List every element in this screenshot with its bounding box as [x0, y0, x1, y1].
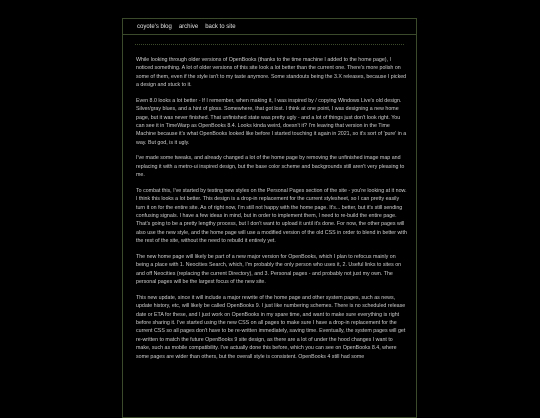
nav-link-back-to-site[interactable]: back to site	[205, 23, 236, 30]
post-paragraph: The new home page will likely be part of a new major version for OpenBooks, which I plan to refocus mainly on being a place with 1. Neocities Search, which, I'm probably the only person who uses it, 2. Useful links to sites on and off Neocities (replacing the current Directory), and 3. Personal pages - and probably not just my own. The personal pages will be the largest focus of the new site.	[136, 253, 402, 286]
nav-link-archive[interactable]: archive	[178, 23, 199, 30]
post-paragraph: To combat this, I've started by testing new styles on the Personal Pages section of the site - you're looking at it now. I think this looks a lot better. This design is a drop-in replacement for the current stylesheet, so I can pretty easily turn it on for the entire site. As of right now, I'm still not happy with the home page. It's... better, but it's still sending confusing signals. I have a few ideas in mind, but in order to implement them, I need to re-build the entire page. That's going to be a pretty lengthy process, but I don't want to upload it until it's done. For now, the other pages will also use the new style, and the home page will use a modified version of the old CSS in order to blend in better with the rest of the site, without the need to rebuild it entirely yet.	[136, 187, 407, 245]
post-paragraph: I've made some tweaks, and already changed a lot of the home page by removing the unfinished image map and replacing it with a metro-ui inspired design, but the base color scheme and backgrounds still aren't very pleasing to me.	[136, 155, 405, 179]
post-paragraph: While looking through older versions of OpenBooks (thanks to the time machine I added to the home page), I noticed something. A lot of older versions of this site look a lot better than the current one. There's more polish on some of them, even if the style isn't to my taste anymore. Some standouts being the 3.X releases, because I picked a design and stuck to it.	[136, 57, 407, 89]
divider	[135, 44, 404, 45]
nav-link-blog[interactable]: coyote's blog	[137, 23, 172, 30]
post-body	[136, 56, 408, 368]
post-paragraph: This new update, since it will include a major rewrite of the home page and other system pages, such as news, update history, etc, will likely be called OpenBooks 9. I just like numbering schemes. There is no scheduled release date or ETA for these, and I just work on OpenBooks in my spare time, and want to make sure everything is right before sharing it. I've started using the new CSS on all pages to make sure I have a drop-in replacement for the current CSS so all pages don't have to be re-written immediately, saving time. Eventually, the system pages will get re-written to match the future OpenBooks 9 site design, as there are a lot of under the hood changes I want to make, such as mobile compatibility. I've actually done this before, which you can see on OpenBooks 8.4, where some pages are wider than others, but the overall style is consistent. OpenBooks 4 still had some	[136, 294, 406, 360]
post-paragraph: Even 8.0 looks a lot better - If I remember, when making it, I was inspired by / copying Windows Live's old design. Silver/gray blues, and a hint of gloss. Somewhere, that got lost. I think at one point, I was designing a new home page, but it was never finished. That unfinished state was pretty ugly - and a lot of things just don't look right. You can see it in TimeWarp as OpenBooks 8.4. Looks kinda weird, doesn't it? I'm leaving that version in the Time Machine because it's what OpenBooks looked like before I started touching it again in 2021, so it's sort of 'pure' in a way. But god, is it ugly.	[136, 97, 407, 146]
top-nav	[123, 19, 416, 35]
